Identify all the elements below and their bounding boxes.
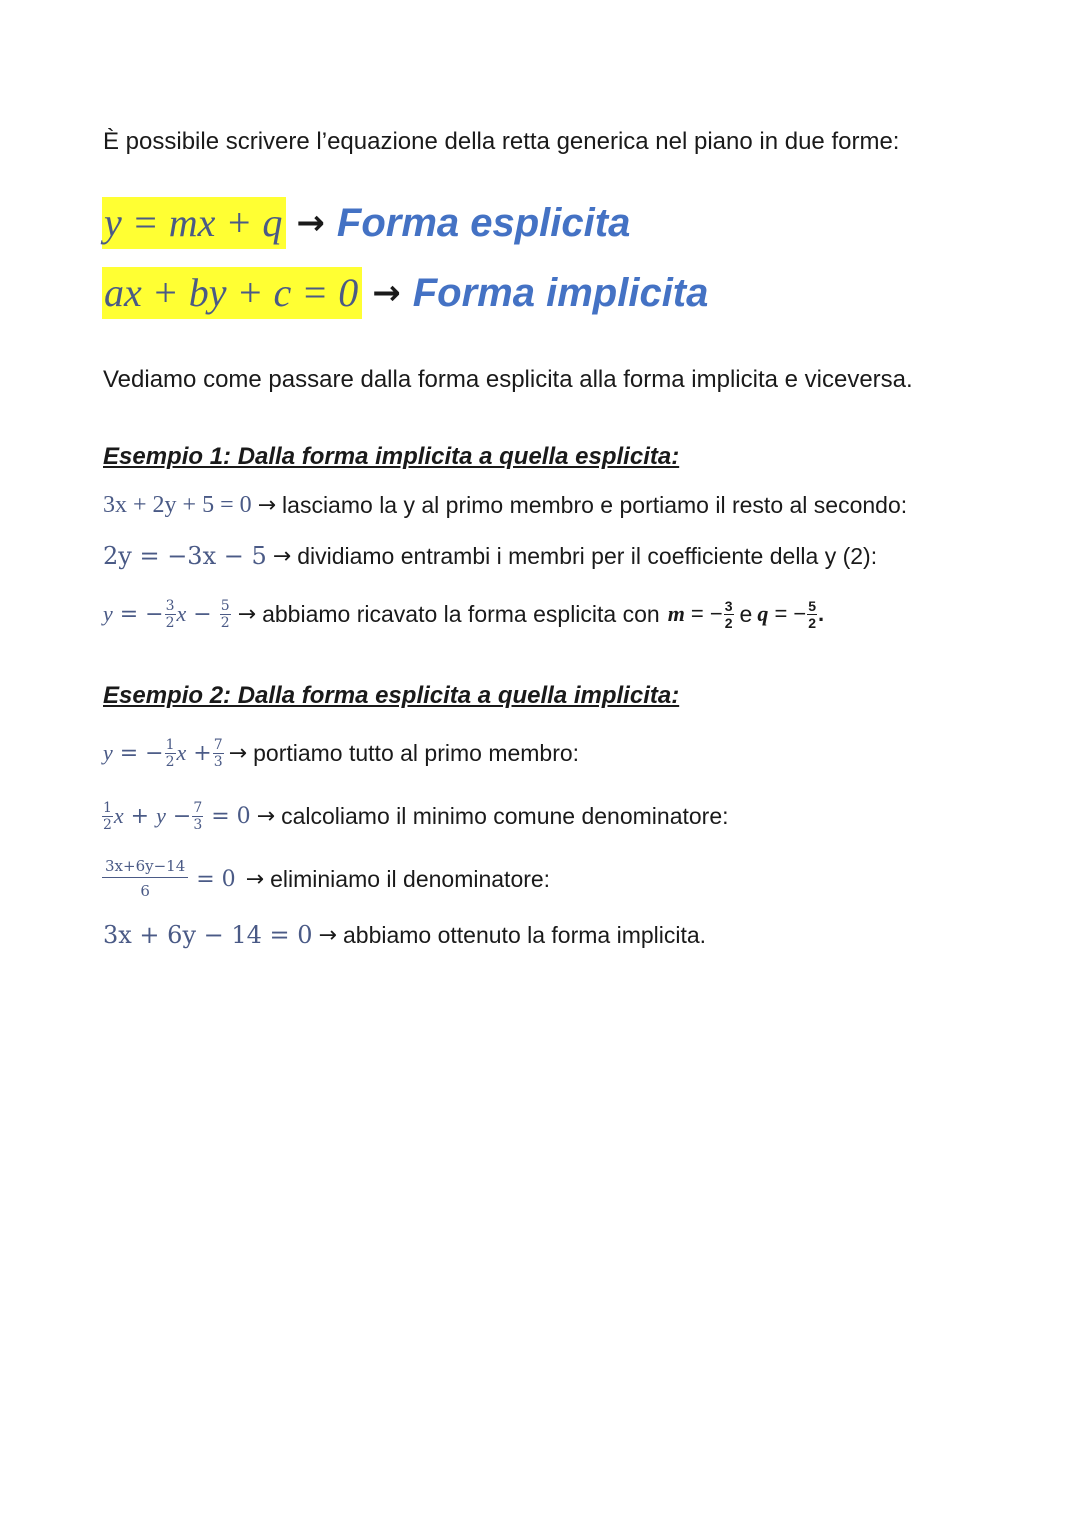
arrow-icon: → — [318, 922, 337, 948]
arrow-icon: → — [256, 803, 276, 829]
example2-step4-equation: 3x + 6y − 14 = 0 — [103, 921, 313, 949]
arrow-icon: → — [257, 493, 277, 518]
example2-step4-text: abbiamo ottenuto la forma implicita. — [342, 921, 707, 948]
example2-step3-equation: $\frac{3x+6y-14}{6}$ = 0 — [101, 859, 236, 899]
example2-title: Esempio 2: Dalla forma esplicita a quella implicita: — [103, 682, 680, 709]
example1-step1 — [103, 492, 907, 519]
example1-step1-equation: 3x + 2y + 5 = 0 — [103, 492, 252, 518]
example1-title: Esempio 1: Dalla forma implicita a quella esplicita: — [103, 443, 680, 470]
example2-step1-text: portiamo tutto al primo membro: — [253, 739, 580, 766]
example1-step3-text: abbiamo ricavato la forma esplicita con — [262, 600, 660, 627]
example2-step3-text: eliminiamo il denominatore: — [270, 865, 551, 892]
example1-step2-text: dividiamo entrambi i membri per il coefficiente della y (2): — [297, 542, 878, 569]
implicit-form-line — [102, 267, 708, 319]
example1-step3-equation: y = − $\frac{3}{2}$ x − $\frac{5}{2}$ — [103, 597, 230, 631]
arrow-icon: → — [228, 740, 248, 766]
example1-step3-values: m = − $\frac{3}{2}$ e q = − $\frac{5}{2}$ . — [667, 597, 825, 631]
example2-step3 — [101, 854, 550, 904]
arrow-icon: → — [272, 543, 292, 569]
explicit-form-label: Forma esplicita — [336, 200, 631, 245]
arrow-icon: → — [245, 866, 265, 892]
example1-step2-equation: 2y = −3x − 5 — [103, 542, 267, 570]
example1-step3 — [103, 592, 824, 636]
example2-step4 — [103, 921, 706, 949]
example2-step2 — [101, 794, 729, 838]
example1-step1-text: lasciamo la y al primo membro e portiamo il resto al secondo: — [282, 492, 908, 518]
example2-step1 — [103, 731, 579, 775]
implicit-equation: ax + by + c = 0 — [102, 267, 362, 319]
explicit-equation: y = mx + q — [102, 197, 286, 249]
transition-text: Vediamo come passare dalla forma esplicita alla forma implicita e viceversa. — [103, 366, 913, 393]
intro-text: È possibile scrivere l’equazione della retta generica nel piano in due forme: — [103, 128, 900, 155]
arrow-icon: → — [372, 273, 401, 313]
example2-step2-text: calcoliamo il minimo comune denominatore: — [281, 802, 729, 829]
example2-step1-equation: y = − $\frac{1}{2}$ x + $\frac{7}{3}$ — [103, 736, 223, 770]
implicit-form-label: Forma implicita — [412, 270, 709, 315]
explicit-form-line — [102, 197, 630, 249]
arrow-icon: → — [296, 203, 325, 243]
arrow-icon: → — [237, 601, 257, 627]
example2-step2-equation: $\frac{1}{2}$ x + y − $\frac{7}{3}$ = 0 — [103, 799, 251, 833]
example1-step2 — [103, 542, 877, 570]
